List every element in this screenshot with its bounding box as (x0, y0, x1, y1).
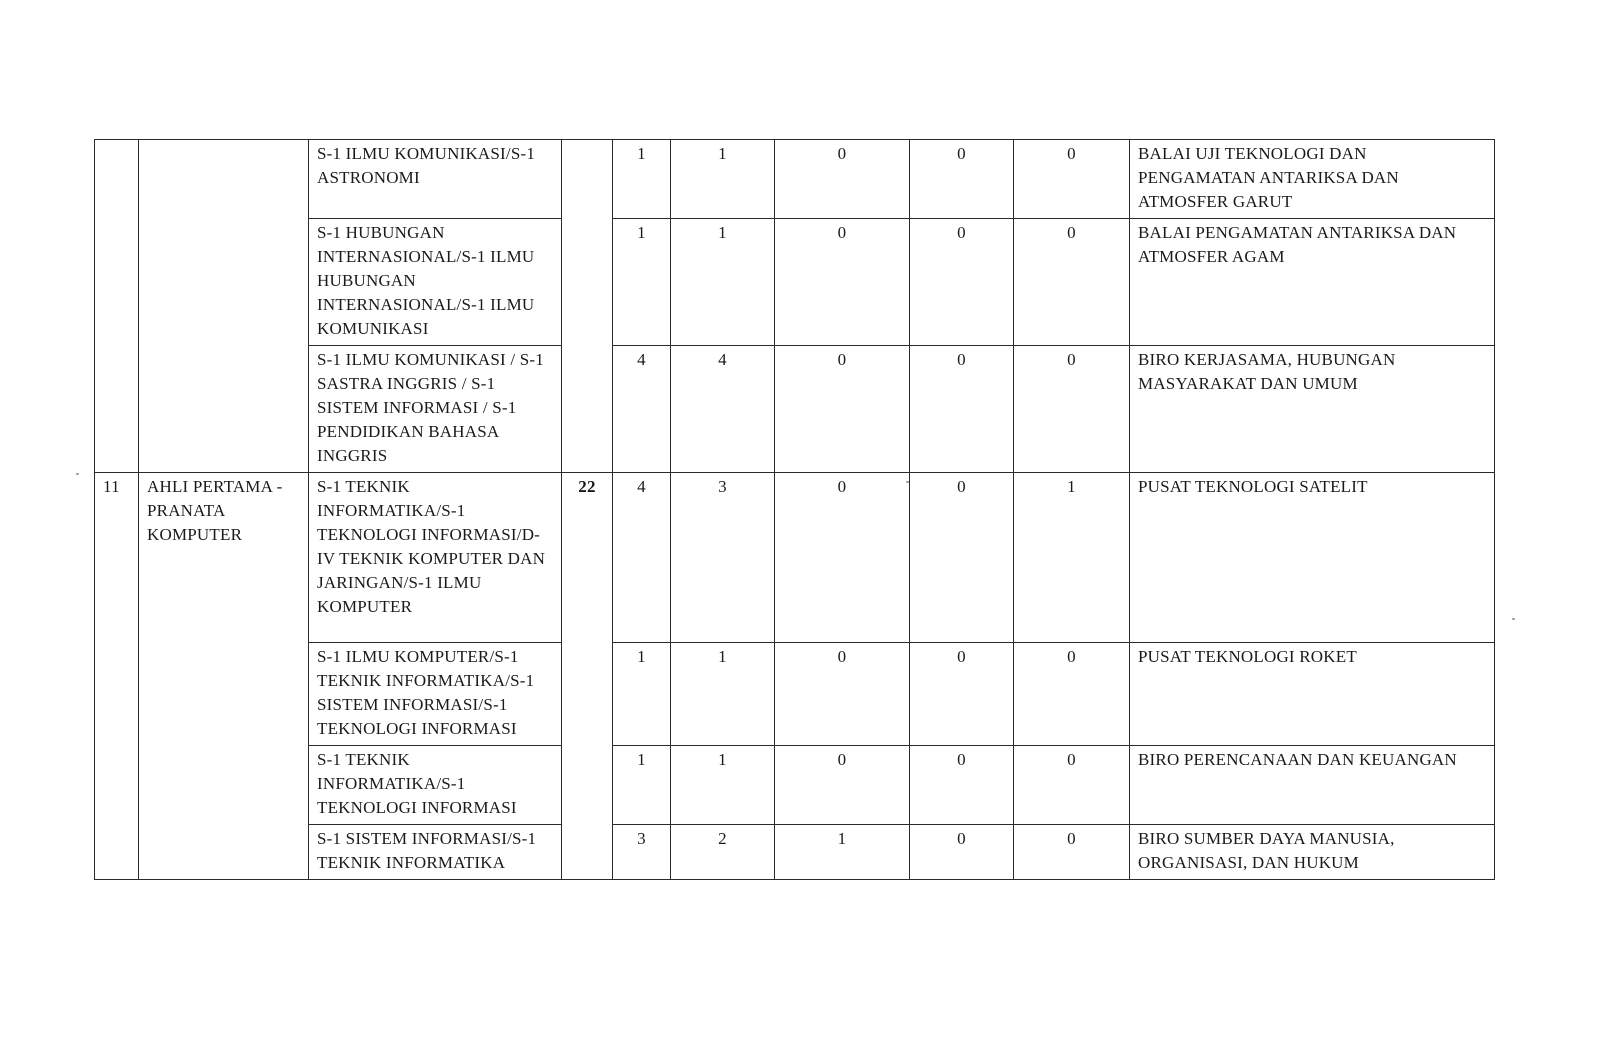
count-cell: 0 (775, 473, 910, 643)
education-cell: S-1 ILMU KOMUNIKASI/S-1 ASTRONOMI (309, 140, 562, 219)
unit-cell: BALAI PENGAMATAN ANTARIKSA DAN ATMOSFER AGAM (1130, 219, 1495, 346)
unit-cell: BALAI UJI TEKNOLOGI DAN PENGAMATAN ANTARIKSA DAN ATMOSFER GARUT (1130, 140, 1495, 219)
count-cell: 4 (671, 346, 775, 473)
count-cell: 0 (910, 473, 1014, 643)
count-cell: 1 (671, 643, 775, 746)
table-row (95, 140, 1495, 219)
count-cell: 3 (613, 825, 671, 880)
count-cell: 1 (671, 219, 775, 346)
count-cell: 4 (613, 346, 671, 473)
education-cell: S-1 SISTEM INFORMASI/S-1 TEKNIK INFORMATIKA (309, 825, 562, 880)
unit-cell: BIRO PERENCANAAN DAN KEUANGAN (1130, 746, 1495, 825)
row-number: 11 (95, 473, 139, 880)
count-cell: 4 (613, 473, 671, 643)
count-cell: 0 (910, 746, 1014, 825)
count-cell: 0 (1014, 140, 1130, 219)
count-cell: 1 (613, 746, 671, 825)
unit-cell: BIRO SUMBER DAYA MANUSIA, ORGANISASI, DAN HUKUM (1130, 825, 1495, 880)
education-cell: S-1 TEKNIK INFORMATIKA/S-1 TEKNOLOGI INFORMASI/D-IV TEKNIK KOMPUTER DAN JARINGAN/S-1 ILMU KOMPUTER (309, 473, 562, 643)
count-cell: 0 (1014, 219, 1130, 346)
count-cell: 1 (1014, 473, 1130, 643)
count-cell: 0 (1014, 346, 1130, 473)
count-cell: 1 (671, 140, 775, 219)
scan-speck (1512, 618, 1515, 620)
count-cell: 0 (1014, 746, 1130, 825)
education-cell: S-1 TEKNIK INFORMATIKA/S-1 TEKNOLOGI INFORMASI (309, 746, 562, 825)
count-cell: 0 (910, 643, 1014, 746)
count-cell: 0 (1014, 643, 1130, 746)
formation-table (94, 139, 1495, 880)
count-cell: 1 (671, 746, 775, 825)
count-cell: 0 (910, 219, 1014, 346)
count-cell: 0 (910, 346, 1014, 473)
count-cell: 1 (613, 140, 671, 219)
unit-cell: PUSAT TEKNOLOGI SATELIT (1130, 473, 1495, 643)
position-cell-empty (139, 140, 309, 473)
education-cell: S-1 HUBUNGAN INTERNASIONAL/S-1 ILMU HUBUNGAN INTERNASIONAL/S-1 ILMU KOMUNIKASI (309, 219, 562, 346)
count-cell: 0 (775, 219, 910, 346)
count-cell: 0 (910, 140, 1014, 219)
unit-cell: BIRO KERJASAMA, HUBUNGAN MASYARAKAT DAN UMUM (1130, 346, 1495, 473)
count-cell: 0 (775, 140, 910, 219)
count-cell: 1 (613, 643, 671, 746)
count-cell: 0 (775, 643, 910, 746)
table-row (95, 473, 1495, 643)
scan-speck (906, 481, 909, 483)
count-cell: 0 (775, 346, 910, 473)
education-cell: S-1 ILMU KOMPUTER/S-1 TEKNIK INFORMATIKA/S-1 SISTEM INFORMASI/S-1 TEKNOLOGI INFORMASI (309, 643, 562, 746)
total-formation: 22 (562, 473, 613, 880)
count-cell: 3 (671, 473, 775, 643)
unit-cell: PUSAT TEKNOLOGI ROKET (1130, 643, 1495, 746)
count-cell: 0 (1014, 825, 1130, 880)
count-cell: 2 (671, 825, 775, 880)
count-cell: 0 (775, 746, 910, 825)
number-cell-empty (95, 140, 139, 473)
scan-speck (76, 473, 79, 475)
count-cell: 0 (910, 825, 1014, 880)
count-cell: 1 (613, 219, 671, 346)
education-cell: S-1 ILMU KOMUNIKASI / S-1 SASTRA INGGRIS / S-1 SISTEM INFORMASI / S-1 PENDIDIKAN BAHASA INGGRIS (309, 346, 562, 473)
position-name: AHLI PERTAMA - PRANATA KOMPUTER (139, 473, 309, 880)
total-cell-empty (562, 140, 613, 473)
count-cell: 1 (775, 825, 910, 880)
